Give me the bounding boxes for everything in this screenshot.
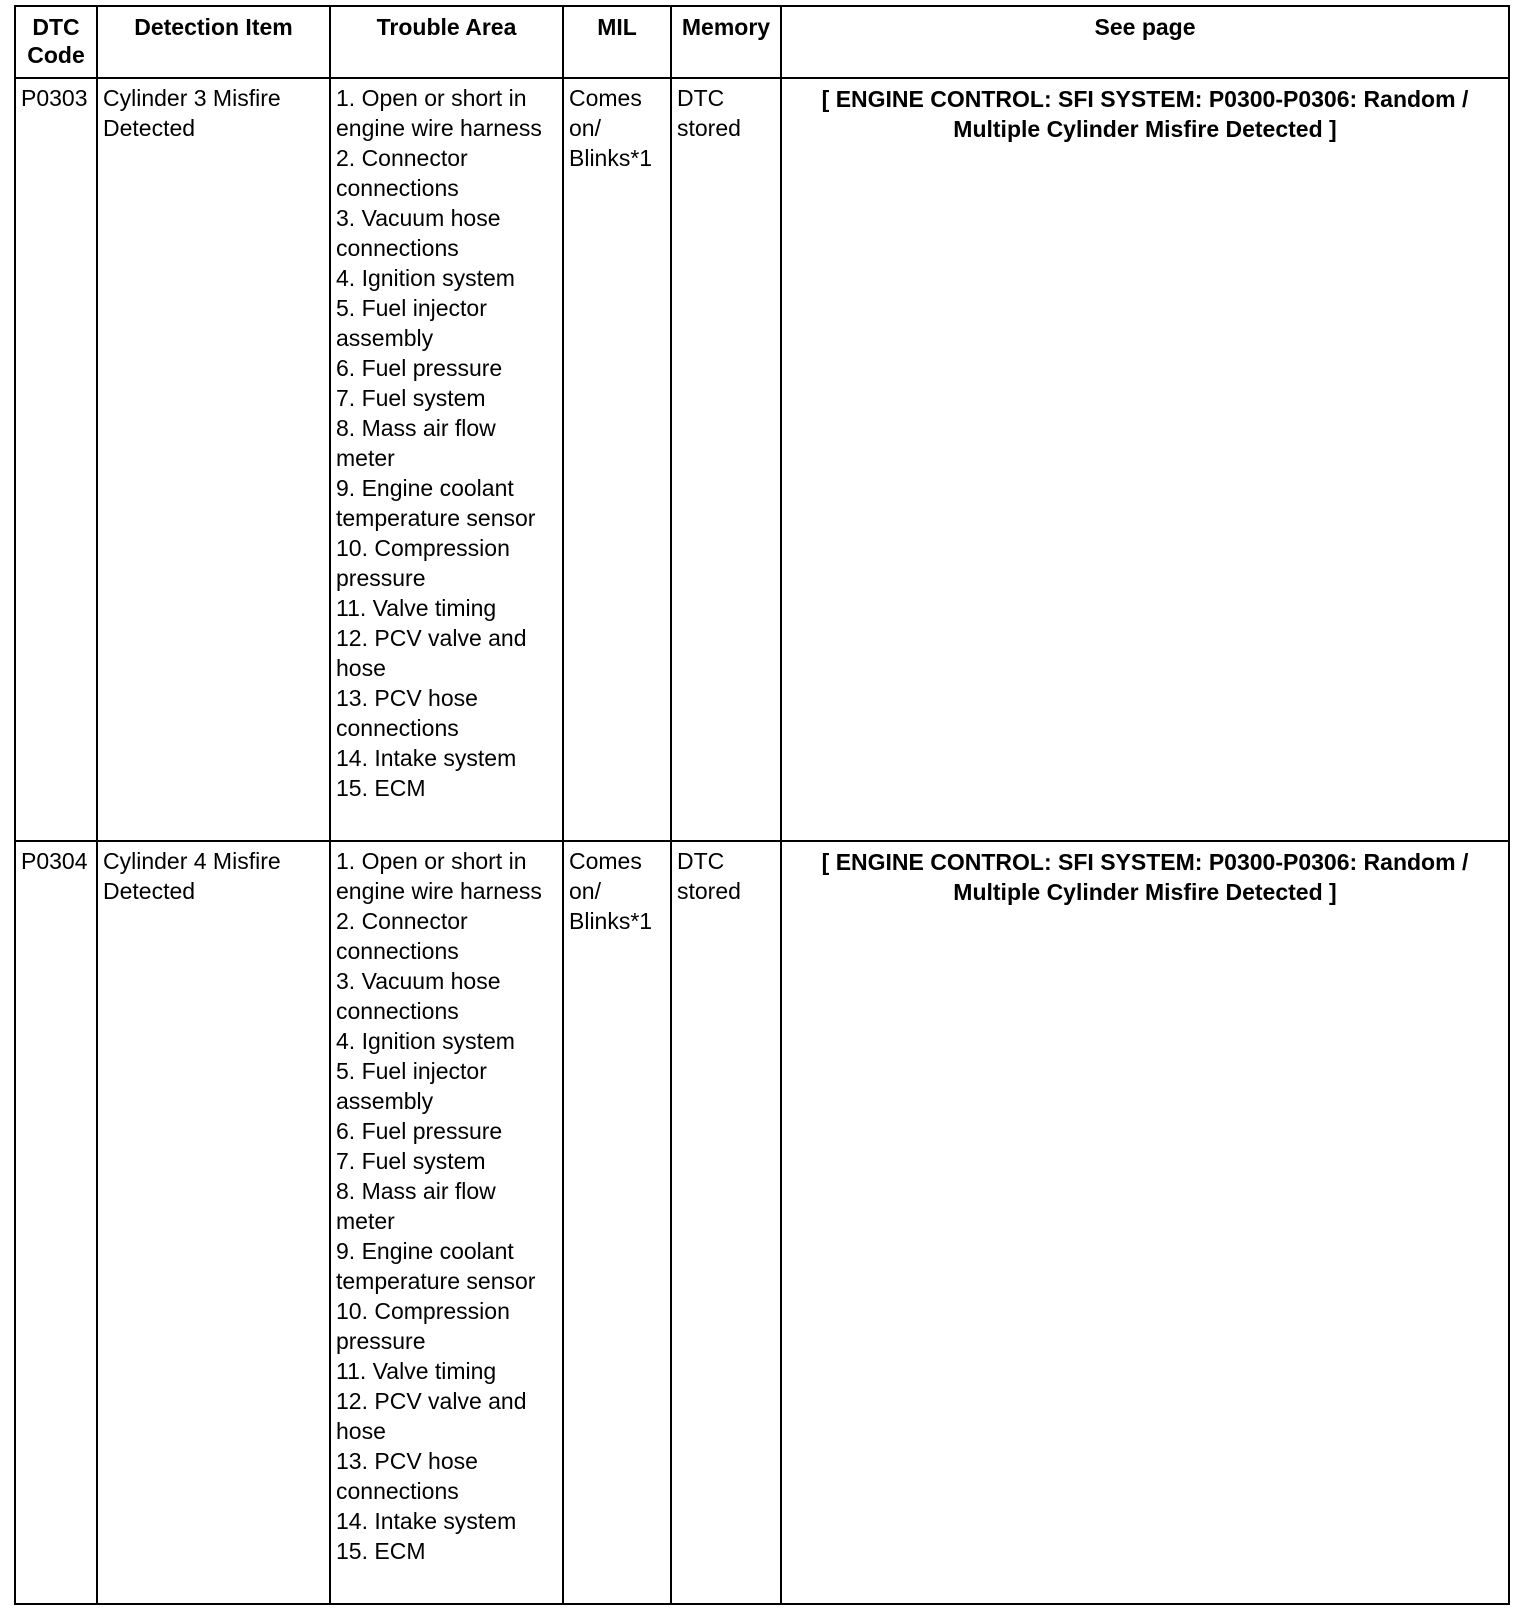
table-row <box>15 78 1509 841</box>
header-detection-item: Detection Item <box>97 6 330 78</box>
see-page-link[interactable]: [ ENGINE CONTROL: SFI SYSTEM: P0300-P0306: Random / Multiple Cylinder Misfire Detected ] <box>781 78 1509 841</box>
trouble-area-item: 15. ECM <box>336 1538 426 1564</box>
detection-item-cell: Cylinder 3 Misfire Detected <box>97 78 330 841</box>
trouble-area-item: 10. Compression pressure <box>336 1298 510 1354</box>
trouble-area-item: 1. Open or short in engine wire harness <box>336 848 542 904</box>
trouble-area-item: 11. Valve timing <box>336 595 497 621</box>
header-row <box>15 6 1509 78</box>
see-page-link[interactable]: [ ENGINE CONTROL: SFI SYSTEM: P0300-P0306: Random / Multiple Cylinder Misfire Detected ] <box>781 841 1509 1604</box>
dtc-code-cell: P0304 <box>15 841 97 1604</box>
memory-cell: DTC stored <box>671 78 781 841</box>
trouble-area-item: 7. Fuel system <box>336 1148 486 1174</box>
trouble-area-item: 5. Fuel injector assembly <box>336 295 487 351</box>
detection-item-cell: Cylinder 4 Misfire Detected <box>97 841 330 1604</box>
trouble-area-item: 15. ECM <box>336 775 426 801</box>
header-mil: MIL <box>563 6 671 78</box>
memory-cell: DTC stored <box>671 841 781 1604</box>
header-memory: Memory <box>671 6 781 78</box>
trouble-area-item: 5. Fuel injector assembly <box>336 1058 487 1114</box>
table-row <box>15 841 1509 1604</box>
trouble-area-item: 11. Valve timing <box>336 1358 497 1384</box>
header-trouble-area: Trouble Area <box>330 6 563 78</box>
trouble-area-item: 13. PCV hose connections <box>336 1448 478 1504</box>
trouble-area-item: 4. Ignition system <box>336 265 515 291</box>
header-see-page: See page <box>781 6 1509 78</box>
trouble-area-cell <box>330 841 563 1604</box>
header-dtc-code: DTC Code <box>15 6 97 78</box>
trouble-area-item: 6. Fuel pressure <box>336 1118 503 1144</box>
dtc-code-cell: P0303 <box>15 78 97 841</box>
trouble-area-cell <box>330 78 563 841</box>
trouble-area-item: 3. Vacuum hose connections <box>336 205 501 261</box>
trouble-area-item: 12. PCV valve and hose <box>336 625 527 681</box>
trouble-area-item: 1. Open or short in engine wire harness <box>336 85 542 141</box>
trouble-area-item: 13. PCV hose connections <box>336 685 478 741</box>
mil-cell: Comes on/ Blinks*1 <box>563 841 671 1604</box>
dtc-table <box>14 5 1510 1605</box>
trouble-area-item: 2. Connector connections <box>336 145 468 201</box>
trouble-area-item: 14. Intake system <box>336 745 517 771</box>
trouble-area-item: 12. PCV valve and hose <box>336 1388 527 1444</box>
trouble-area-item: 10. Compression pressure <box>336 535 510 591</box>
trouble-area-item: 9. Engine coolant temperature sensor <box>336 475 536 531</box>
trouble-area-item: 9. Engine coolant temperature sensor <box>336 1238 536 1294</box>
trouble-area-item: 8. Mass air flow meter <box>336 1178 496 1234</box>
mil-cell: Comes on/ Blinks*1 <box>563 78 671 841</box>
trouble-area-item: 6. Fuel pressure <box>336 355 503 381</box>
trouble-area-item: 7. Fuel system <box>336 385 486 411</box>
trouble-area-item: 4. Ignition system <box>336 1028 515 1054</box>
trouble-area-item: 8. Mass air flow meter <box>336 415 496 471</box>
trouble-area-item: 14. Intake system <box>336 1508 517 1534</box>
trouble-area-item: 3. Vacuum hose connections <box>336 968 501 1024</box>
trouble-area-item: 2. Connector connections <box>336 908 468 964</box>
